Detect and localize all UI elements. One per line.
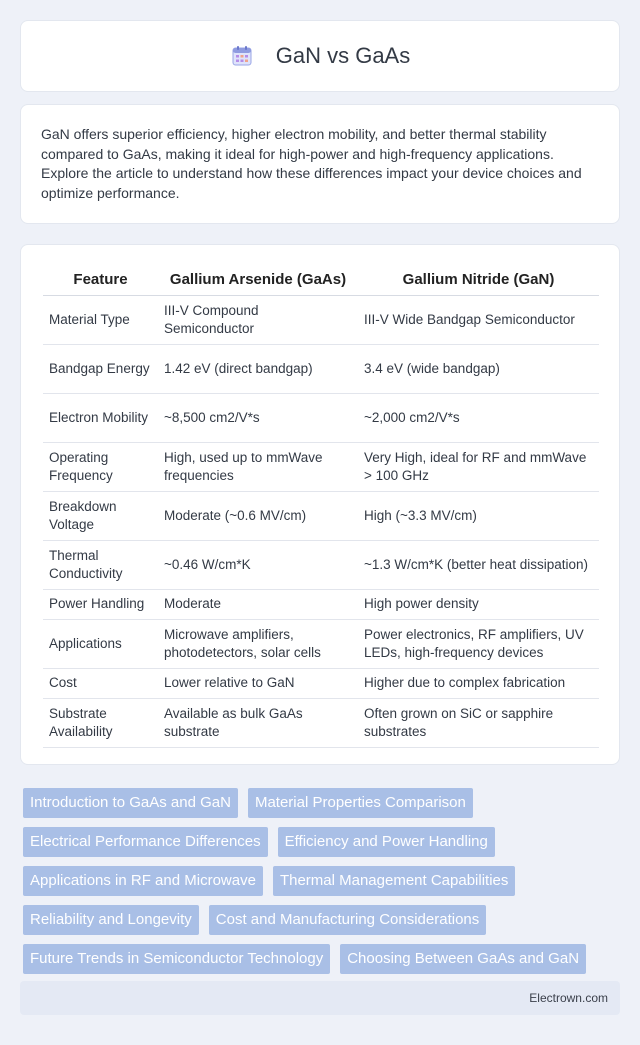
gaas-cell: ~8,500 cm2/V*s <box>158 393 358 442</box>
gan-cell: Often grown on SiC or sapphire substrates <box>358 698 599 747</box>
feature-cell: Bandgap Energy <box>43 344 158 393</box>
table-row <box>43 698 599 747</box>
tag-efficiency-power[interactable]: Efficiency and Power Handling <box>278 827 495 857</box>
gan-cell: ~2,000 cm2/V*s <box>358 393 599 442</box>
table-row <box>43 668 599 698</box>
gan-cell: High power density <box>358 589 599 619</box>
tag-choosing[interactable]: Choosing Between GaAs and GaN <box>340 944 586 974</box>
gaas-cell: Lower relative to GaN <box>158 668 358 698</box>
feature-cell: Operating Frequency <box>43 442 158 491</box>
feature-cell: Material Type <box>43 295 158 344</box>
table-row <box>43 295 599 344</box>
gan-cell: 3.4 eV (wide bandgap) <box>358 344 599 393</box>
tag-electrical-performance[interactable]: Electrical Performance Differences <box>23 827 268 857</box>
gan-cell: ~1.3 W/cm*K (better heat dissipation) <box>358 540 599 589</box>
table-row <box>43 589 599 619</box>
footer <box>20 981 620 1015</box>
tag-intro-gaas-gan[interactable]: Introduction to GaAs and GaN <box>23 788 238 818</box>
tag-material-properties[interactable]: Material Properties Comparison <box>248 788 473 818</box>
table-row <box>43 491 599 540</box>
gan-cell: High (~3.3 MV/cm) <box>358 491 599 540</box>
gaas-cell: III-V Compound Semiconductor <box>158 295 358 344</box>
intro-paragraph: GaN offers superior efficiency, higher electron mobility, and better thermal stability compared to GaAs, making it ideal for high-power and high-frequency applications. Explore the article to understand how these differences impact your device choices and optimize performance. <box>41 126 582 201</box>
table-row <box>43 540 599 589</box>
page-title: GaN vs GaAs <box>275 43 411 68</box>
tag-thermal-management[interactable]: Thermal Management Capabilities <box>273 866 515 896</box>
tag-cost-manufacturing[interactable]: Cost and Manufacturing Considerations <box>209 905 486 935</box>
gan-cell: III-V Wide Bandgap Semiconductor <box>358 295 599 344</box>
feature-cell: Substrate Availability <box>43 698 158 747</box>
table-row <box>43 344 599 393</box>
gan-cell: Higher due to complex fabrication <box>358 668 599 698</box>
table-row <box>43 442 599 491</box>
feature-cell: Applications <box>43 619 158 668</box>
gaas-cell: Moderate <box>158 589 358 619</box>
feature-cell: Power Handling <box>43 589 158 619</box>
title-card <box>20 20 620 92</box>
feature-cell: Thermal Conductivity <box>43 540 158 589</box>
table-row <box>43 393 599 442</box>
gaas-cell: 1.42 eV (direct bandgap) <box>158 344 358 393</box>
feature-cell: Breakdown Voltage <box>43 491 158 540</box>
tag-rf-microwave[interactable]: Applications in RF and Microwave <box>23 866 263 896</box>
column-header-gaas: Gallium Arsenide (GaAs) <box>158 265 358 295</box>
tag-future-trends[interactable]: Future Trends in Semiconductor Technology <box>23 944 330 974</box>
gan-cell: Power electronics, RF amplifiers, UV LEDs, high-frequency devices <box>358 619 599 668</box>
comparison-card <box>20 244 620 765</box>
footer-site-link[interactable]: Electrown.com <box>529 991 608 1005</box>
calendar-icon <box>230 44 254 68</box>
table-row <box>43 619 599 668</box>
table-header-row <box>43 265 599 295</box>
gaas-cell: Moderate (~0.6 MV/cm) <box>158 491 358 540</box>
column-header-feature: Feature <box>43 265 158 295</box>
tag-reliability[interactable]: Reliability and Longevity <box>23 905 199 935</box>
gaas-cell: Available as bulk GaAs substrate <box>158 698 358 747</box>
gan-cell: Very High, ideal for RF and mmWave > 100 GHz <box>358 442 599 491</box>
column-header-gan: Gallium Nitride (GaN) <box>358 265 599 295</box>
gaas-cell: High, used up to mmWave frequencies <box>158 442 358 491</box>
feature-cell: Cost <box>43 668 158 698</box>
topic-tags <box>20 786 620 981</box>
gaas-cell: Microwave amplifiers, photodetectors, solar cells <box>158 619 358 668</box>
comparison-table <box>43 265 599 748</box>
feature-cell: Electron Mobility <box>43 393 158 442</box>
gaas-cell: ~0.46 W/cm*K <box>158 540 358 589</box>
intro-card <box>20 104 620 224</box>
